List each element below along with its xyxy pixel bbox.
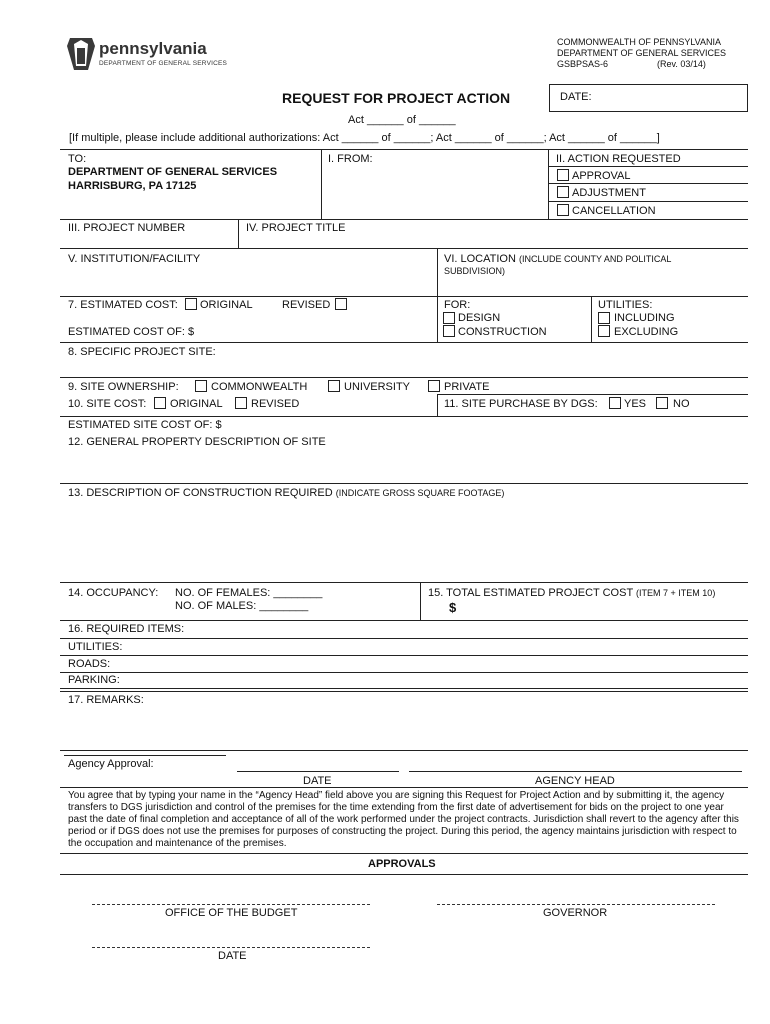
estimated-cost-revised-label: REVISED: [282, 299, 331, 311]
private-checkbox[interactable]: [428, 380, 440, 392]
design-checkbox[interactable]: [443, 312, 455, 324]
site-purchase-label: 11. SITE PURCHASE BY DGS:: [444, 398, 598, 410]
property-description-label: 12. GENERAL PROPERTY DESCRIPTION OF SITE: [68, 436, 326, 448]
budget-caption: OFFICE OF THE BUDGET: [165, 907, 298, 919]
utilities-label: UTILITIES:: [598, 299, 653, 311]
site-cost-original-label: ORIGINAL: [170, 398, 223, 410]
total-cost-dollar: $: [449, 600, 457, 615]
required-items-label: 16. REQUIRED ITEMS:: [68, 623, 185, 635]
occupancy-males[interactable]: NO. OF MALES: ________: [175, 600, 309, 612]
site-purchase-yes-checkbox[interactable]: [609, 397, 621, 409]
governor-caption: GOVERNOR: [543, 907, 608, 919]
location-title: VI. LOCATION: [444, 253, 516, 265]
site-purchase-no-label: NO: [673, 398, 690, 410]
commonwealth-label: COMMONWEALTH: [211, 381, 308, 393]
required-roads-label: ROADS:: [68, 658, 111, 670]
act-line[interactable]: Act ______ of ______: [348, 114, 456, 126]
location-label: [444, 253, 671, 265]
governor-signature-line[interactable]: [437, 904, 715, 905]
occupancy-label: 14. OCCUPANCY:: [68, 587, 159, 599]
form-number: GSBPSAS-6: [557, 59, 609, 69]
adjustment-label: ADJUSTMENT: [572, 187, 646, 199]
utilities-excluding-label: EXCLUDING: [614, 326, 679, 338]
logo-subtext: DEPARTMENT OF GENERAL SERVICES: [99, 60, 228, 67]
estimated-cost-label: 7. ESTIMATED COST:: [68, 299, 178, 311]
location-note: (INCLUDE COUNTY AND POLITICAL: [518, 254, 672, 264]
utilities-excluding-checkbox[interactable]: [598, 325, 610, 337]
site-cost-label: 10. SITE COST:: [68, 398, 147, 410]
estimated-site-cost-label: ESTIMATED SITE COST OF: $: [68, 419, 222, 431]
university-label: UNIVERSITY: [344, 381, 411, 393]
utilities-including-checkbox[interactable]: [598, 312, 610, 324]
construction-label: CONSTRUCTION: [458, 326, 547, 338]
cancellation-checkbox[interactable]: [557, 204, 569, 216]
site-purchase-yes-label: YES: [624, 398, 647, 410]
estimated-cost-original-checkbox[interactable]: [185, 298, 197, 310]
adjustment-checkbox[interactable]: [557, 186, 569, 198]
site-cost-revised-checkbox[interactable]: [235, 397, 247, 409]
required-utilities-label: UTILITIES:: [68, 641, 123, 653]
to-department: DEPARTMENT OF GENERAL SERVICES: [68, 166, 278, 178]
budget-signature-line[interactable]: [92, 904, 370, 905]
construction-description-title: 13. DESCRIPTION OF CONSTRUCTION REQUIRED: [68, 487, 333, 499]
estimated-cost-original-label: ORIGINAL: [200, 299, 253, 311]
cancellation-label: CANCELLATION: [572, 205, 656, 217]
agency-line-1: COMMONWEALTH OF PENNSYLVANIA: [557, 37, 722, 47]
to-label: TO:: [68, 153, 87, 165]
project-title-label: IV. PROJECT TITLE: [246, 222, 346, 234]
bottom-date-caption: DATE: [218, 950, 247, 962]
approval-label: APPROVAL: [572, 170, 631, 182]
date-label: DATE:: [560, 91, 592, 103]
for-label: FOR:: [444, 299, 471, 311]
date-signature-line[interactable]: [237, 771, 399, 772]
approvals-heading: APPROVALS: [368, 858, 436, 870]
site-cost-revised-label: REVISED: [251, 398, 300, 410]
construction-description-note: (INDICATE GROSS SQUARE FOOTAGE): [335, 488, 505, 498]
private-label: PRIVATE: [444, 381, 490, 393]
estimated-cost-of-label: ESTIMATED COST OF: $: [68, 326, 195, 338]
utilities-including-label: INCLUDING: [614, 312, 675, 324]
institution-label: V. INSTITUTION/FACILITY: [68, 253, 201, 265]
form-revision: (Rev. 03/14): [657, 59, 706, 69]
total-cost-title: 15. TOTAL ESTIMATED PROJECT COST: [428, 587, 633, 599]
project-number-label: III. PROJECT NUMBER: [68, 222, 186, 234]
agency-line-2: DEPARTMENT OF GENERAL SERVICES: [557, 48, 727, 58]
keystone-logo-icon: [66, 36, 96, 72]
to-city: HARRISBURG, PA 17125: [68, 180, 197, 192]
location-note-2: SUBDIVISION): [444, 266, 506, 276]
site-ownership-label: 9. SITE OWNERSHIP:: [68, 381, 179, 393]
estimated-cost-revised-checkbox[interactable]: [335, 298, 347, 310]
multiple-authorizations-line[interactable]: [If multiple, please include additional authorizations: Act ______ of ______; Act ______ of ______; Act ______ of ______]: [69, 132, 660, 144]
site-purchase-no-checkbox[interactable]: [656, 397, 668, 409]
approval-checkbox[interactable]: [557, 169, 569, 181]
logo-wordmark: pennsylvania: [99, 39, 207, 58]
agency-approval-label: Agency Approval:: [68, 758, 154, 770]
required-parking-label: PARKING:: [68, 674, 120, 686]
site-cost-original-checkbox[interactable]: [154, 397, 166, 409]
agency-head-signature-line[interactable]: [409, 771, 742, 772]
occupancy-females[interactable]: NO. OF FEMALES: ________: [175, 587, 323, 599]
total-cost-note: (ITEM 7 + ITEM 10): [636, 588, 716, 598]
remarks-label: 17. REMARKS:: [68, 694, 144, 706]
bottom-date-signature-line[interactable]: [92, 947, 370, 948]
university-checkbox[interactable]: [328, 380, 340, 392]
specific-site-label: 8. SPECIFIC PROJECT SITE:: [68, 346, 216, 358]
from-label: I. FROM:: [328, 153, 373, 165]
total-cost-label: [428, 587, 715, 599]
construction-description-label: [68, 487, 504, 499]
agency-head-caption: AGENCY HEAD: [535, 775, 615, 787]
commonwealth-checkbox[interactable]: [195, 380, 207, 392]
agency-date-caption: DATE: [303, 775, 332, 787]
design-label: DESIGN: [458, 312, 501, 324]
action-requested-label: II. ACTION REQUESTED: [556, 153, 681, 165]
agreement-text: You agree that by typing your name in the “Agency Head” field above you are signing this Request for Project Action and by submitting it, the agency transfers to DGS jurisdiction and control of the premises for the time extending from the first date of advertisement for bids on the project to one year past the date of final completion and acceptance of all of the work performed under the project contracts. Jurisdiction shall revert to the agency after this period or if DGS does not use the premises for purposes of constructing the project. During this period, the agency maintains jurisdiction with respect to the occupation and maintenance of the premises.: [68, 790, 739, 849]
form-title: REQUEST FOR PROJECT ACTION: [282, 90, 511, 106]
construction-checkbox[interactable]: [443, 325, 455, 337]
